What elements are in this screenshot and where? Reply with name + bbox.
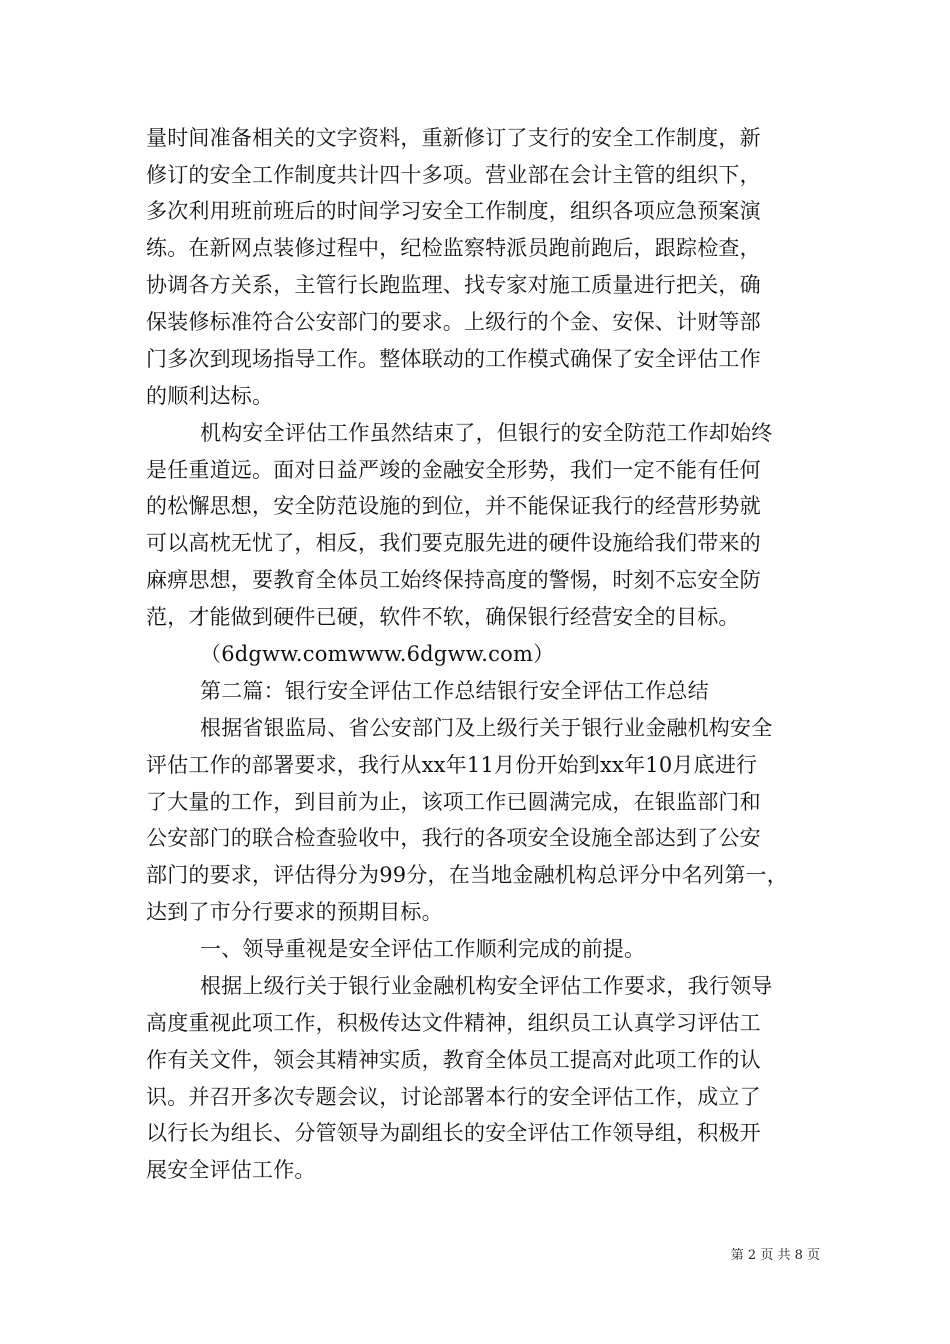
text-line: 的松懈思想，安全防范设施的到位，并不能保证我行的经营形势就 — [146, 494, 761, 518]
text-line: 可以高枕无忧了，相反，我们要克服先进的硬件设施给我们带来的 — [146, 531, 761, 555]
text-line: 了大量的工作，到目前为止，该项工作已圆满完成，在银监部门和 — [146, 790, 761, 814]
text-line: 练。在新网点装修过程中，纪检监察特派员跑前跑后，跟踪检查， — [146, 236, 761, 260]
text-line: 部门的要求，评估得分为99分，在当地金融机构总评分中名列第一， — [146, 863, 788, 887]
text-line: 评估工作的部署要求，我行从xx年11月份开始到xx年10月底进行 — [146, 753, 758, 777]
section-heading: 第二篇：银行安全评估工作总结银行安全评估工作总结 — [200, 679, 709, 703]
paragraph-first-line: 机构安全评估工作虽然结束了，但银行的安全防范工作却始终 — [200, 421, 773, 445]
source-url-line: （6dgww.comwww.6dgww.com） — [200, 642, 555, 666]
text-line: 识。并召开多次专题会议，讨论部署本行的安全评估工作，成立了 — [146, 1085, 761, 1109]
text-line: 门多次到现场指导工作。整体联动的工作模式确保了安全评估工作 — [146, 347, 761, 371]
text-line: 展安全评估工作。 — [146, 1158, 316, 1182]
page-number: 第 2 页 共 8 页 — [730, 1248, 820, 1263]
text-line: 达到了市分行要求的预期目标。 — [146, 900, 443, 924]
text-line: 麻痹思想，要教育全体员工始终保持高度的警惕，时刻不忘安全防 — [146, 568, 761, 592]
text-line: 范，才能做到硬件已硬，软件不软，确保银行经营安全的目标。 — [146, 605, 740, 629]
paragraph-first-line: 根据上级行关于银行业金融机构安全评估工作要求，我行领导 — [200, 974, 773, 998]
text-line: 的顺利达标。 — [146, 384, 274, 408]
text-line: 量时间准备相关的文字资料，重新修订了支行的安全工作制度，新 — [146, 126, 761, 150]
text-line: 保装修标准符合公安部门的要求。上级行的个金、安保、计财等部 — [146, 310, 761, 334]
text-line: 协调各方关系，主管行长跑监理、找专家对施工质量进行把关，确 — [146, 273, 761, 297]
text-line: 多次利用班前班后的时间学习安全工作制度，组织各项应急预案演 — [146, 199, 761, 223]
text-line: 作有关文件，领会其精神实质，教育全体员工提高对此项工作的认 — [146, 1048, 761, 1072]
text-line: 高度重视此项工作，积极传达文件精神，组织员工认真学习评估工 — [146, 1011, 761, 1035]
text-line: 修订的安全工作制度共计四十多项。营业部在会计主管的组织下， — [146, 163, 761, 187]
subsection-heading: 一、领导重视是安全评估工作顺利完成的前提。 — [200, 937, 646, 961]
paragraph-first-line: 根据省银监局、省公安部门及上级行关于银行业金融机构安全 — [200, 716, 773, 740]
text-line: 以行长为组长、分管领导为副组长的安全评估工作领导组，积极开 — [146, 1121, 761, 1145]
text-line: 是任重道远。面对日益严竣的金融安全形势，我们一定不能有任何 — [146, 458, 761, 482]
text-line: 公安部门的联合检查验收中，我行的各项安全设施全部达到了公安 — [146, 826, 761, 850]
